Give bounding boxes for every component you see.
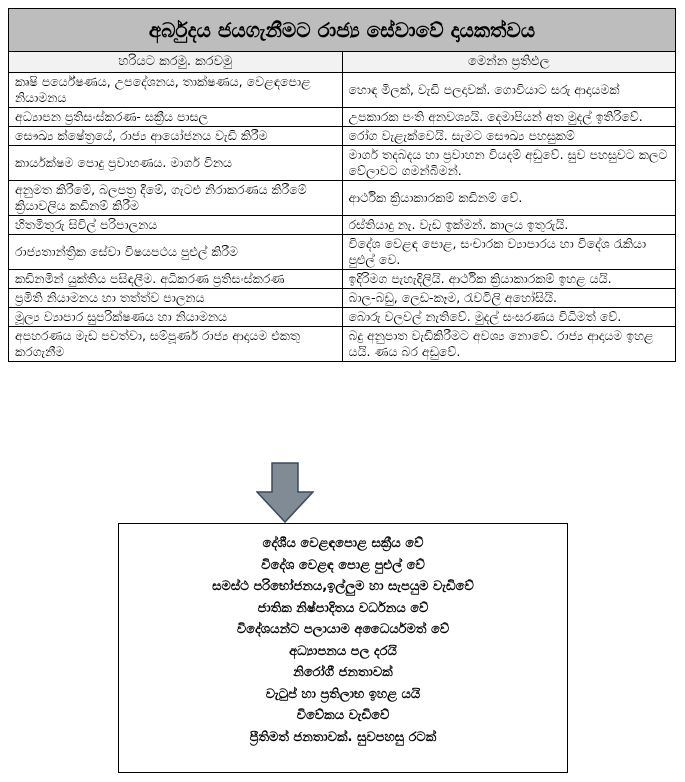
action-cell: අපහරණය මැඩ පවත්වා, සම්පූර්ණ රාජ්‍ය ආදායම එකතු කරගැනීම <box>9 327 343 362</box>
action-cell: ප්‍රමිති නියාමනය හා තත්ත්ව පාලනය <box>9 289 343 308</box>
table-row <box>9 146 676 181</box>
action-cell: හිතමිතුරු සිවිල් පරිපාලනය <box>9 216 343 235</box>
table-title: අර්බුදය ජයගැනීමට රාජ්‍ය සේවාවේ දායකත්වය <box>9 9 676 52</box>
result-cell: මාර්ග තදබදය හා ප්‍රවාහන වියදම් අඩුවේ. සුව පහසුවට කලට වේලාවට ගමන්බිමන්. <box>342 146 676 181</box>
action-cell: අධ්‍යාපන ප්‍රතිසංස්කරණ- සක්‍රීය පාසල <box>9 108 343 127</box>
result-cell: බදු අනුපාත වැඩිකිරීමට අවශ්‍ය නොවේ. රාජ්‍ය ආදායම ඉහළ යයි. ණය බර අඩුවේ. <box>342 327 676 362</box>
result-cell: බාල-බඩු, ලෙඩ-කෑම, රැවටිලි අහෝසියි. <box>342 289 676 308</box>
table-row <box>9 181 676 216</box>
outcome-item: නිරෝගී ජනතාවක් <box>293 665 393 680</box>
table-row <box>9 289 676 308</box>
result-cell: හොඳ මිලක්, වැඩි පලදාවක්. ගොවියාට සරු ආදායමක් <box>342 73 676 108</box>
outcome-item: විදේශයන්ට පලායාම අධෛර්යමත් වේ <box>236 622 450 637</box>
outcome-item: සමස්ථ පරිභෝජනය,ඉල්ලුම හා සැපයුම වැඩිවේ <box>212 579 474 594</box>
outcomes-box <box>118 523 568 773</box>
outcome-item: ජාතික නිෂ්පාදිතය වර්ධනය වේ <box>257 600 429 616</box>
action-cell: කාර්යක්ෂම පොදු ප්‍රවාහණය. මාර්ග විනය <box>9 146 343 181</box>
outcome-item: විවේකය වැඩිවේ <box>296 708 390 723</box>
result-cell: ඉදිරිමග පැහැදිලියි. ආර්ථික ක්‍රියාකාරකම් ඉහළ යයි. <box>342 270 676 289</box>
outcome-item: දේශීය වෙළඳපොළ සක්‍රීය වේ <box>262 536 424 551</box>
result-cell: රස්තියාදු නැ. වැඩ ඉක්මන්. කාලය ඉතුරුයි. <box>342 216 676 235</box>
result-cell: විදේශ වෙළඳ පොළ, සංචාරක ව්‍යාපාරය හා විදේශ රැකියා පුළුල් වෙ. <box>342 235 676 270</box>
action-cell: කෘෂි පර්යේෂණය, උපදේශනය, තාක්ෂණය, වෙළඳපොළ නියාමනය <box>9 73 343 108</box>
result-cell: රෝග වැළැක්වෙයි. සැමට සෞඛ්‍ය පහසුකම් <box>342 127 676 146</box>
table-row <box>9 327 676 362</box>
outcome-item: ප්‍රීතිමත් ජනතාවක්. සුවපහසු රටක් <box>249 729 437 745</box>
table-row <box>9 73 676 108</box>
policy-table <box>8 8 676 362</box>
table-row <box>9 108 676 127</box>
table-row <box>9 270 676 289</box>
action-cell: කඩිනමින් යුක්තිය පසිඳලීම. අධිකරණ ප්‍රතිසංස්කරණ <box>9 270 343 289</box>
action-cell: අනුමත කිරීමේ, බලපත්‍ර දීමේ, ගැටළු නිරාකරණය කිරීමේ ක්‍රියාවලිය කඩිනම් කිරීම <box>9 181 343 216</box>
outcome-item: වැටුප් හා ප්‍රතිලාභ ඉහළ යයි <box>265 686 421 702</box>
table-row <box>9 127 676 146</box>
header-results: මෙන්න ප්‍රතිඵල <box>342 52 676 73</box>
table-row <box>9 308 676 327</box>
result-cell: ආර්ථික ක්‍රියාකාරකම් කඩිනම් වේ. <box>342 181 676 216</box>
table-row <box>9 235 676 270</box>
table-row <box>9 216 676 235</box>
action-cell: සෞඛ්‍ය ක්ෂේත්‍රයේ, රාජ්‍ය ආයෝජනය වැඩි කිරීම <box>9 127 343 146</box>
action-cell: මූල්‍ය ව්‍යාපාර සුපරික්ෂණය හා නියාමනය <box>9 308 343 327</box>
result-cell: උපකාරක පංති අනවශ්‍යයි. දෙමාපියන් අත මුදල් ඉතිරිවේ. <box>342 108 676 127</box>
action-cell: රාජ්‍යතාන්ත්‍රික සේවා විෂයපථය පුළුල් කිරීම <box>9 235 343 270</box>
header-actions: හරියට කරමු. කරවමු <box>9 52 343 73</box>
result-cell: බොරු වලවල් නැතිවේ. මුදල් සංසරණය විධිමත් වේ. <box>342 308 676 327</box>
down-arrow-icon <box>256 462 314 524</box>
outcome-item: විදේශ වෙළඳ පොළ පුළුල් වේ <box>261 557 425 573</box>
outcome-item: අධ්‍යාපනය පල දරයි <box>289 643 397 659</box>
